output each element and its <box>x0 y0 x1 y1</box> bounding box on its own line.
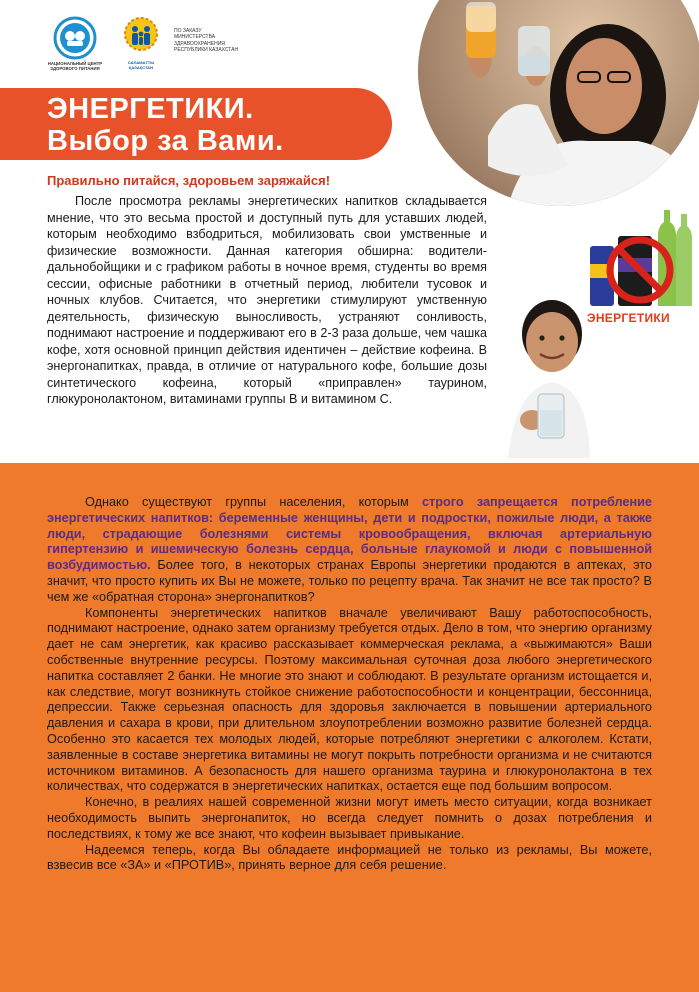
paragraph-1-end: Более того, в некоторых странах Европы энергетики продаются в аптеках, это значит, что просто купить их Вы не можете, только по рецепту врача. Так значит не все так просто? В чем же «обратная сторона» энергонапитков? <box>47 558 652 604</box>
salamatty-kazakhstan-logo-icon <box>121 16 161 60</box>
paragraph-1 <box>47 495 652 606</box>
energy-drinks-label: ЭНЕРГЕТИКИ <box>587 311 670 325</box>
intro-text <box>47 193 487 408</box>
intro-paragraph: После просмотра рекламы энергетических напитков складывается мнение, что это весьма простой и доступный путь для уставших людей, которым необходимо взбодриться, мобилизовать свои умственные и физические возможности. Данная категория обширна: водители-дальнобойщики и с графиком работы в ночное время, студенты во время сессии, офисные работники в отчетный период, любители тусовок и ночных клубов. Считается, что энергетики стимулируют умственную деятельность, физическую выносливость, устраняют сонливость, поднимают настроение и поддерживают его в 2-3 раза дольше, чем чашка кофе, хотя основной принцип действия идентичен – действие кофеина. В энергонапитках, правда, в отличие от натурального кофе, большие дозы синтетического кофеина, который «приправлен» таурином, глюкуронолактоном, витаминами группы B и витамином C. <box>47 194 487 406</box>
paragraph-1-start: Однако существуют группы населения, которым <box>85 495 422 509</box>
subtitle: Правильно питайся, здоровьем заряжайся! <box>47 173 331 188</box>
nutrition-center-logo-icon <box>53 16 97 60</box>
paragraph-2: Компоненты энергетических напитков вначале увеличивают Вашу работоспособность, поднимают настроение, однако затем организму требуется отдых. Дело в том, что энергию организму дает не сам энергетик, как красиво рассказывает коммерческая реклама, а «выжимаются» Ваши собственные внутренние ресурсы. Поэтому максимальная суточная доза любого энергетического напитка составляет 2 банки. Не многие это знают и соблюдают. В результате организм истощается и, как следствие, могут возникнуть стойкое снижение работоспособности и концентрации, бессонница, депрессии. Также серьезная опасность для здоровья заключается в повышении артериального давления и сахара в крови, при длительном злоупотреблении возможно развитие болезней сердца. Особенно это касается тех молодых людей, которые потребляют энергетики с алкоголем. Кстати, заявленные в составе энергетика витамины не могут покрыть потребности организма и не считаются источником витаминов. А безопасность для нашего организма таурина и глюкуронолактона в тех количествах, что содержатся в энергетических напитках, остается еще под большим вопросом. <box>47 605 652 794</box>
lab-photo <box>418 0 699 206</box>
paragraph-1-highlight: строго запрещается потребление энергетических напитков: беременные женщины, дети и подростки, пожилые люди, а также люди, страдающие болезнями системы кровообращения, включая артериальную гипертензию и ишемическую болезнь сердца, больные глаукомой и люди с повышенной возбудимостью. <box>47 495 652 573</box>
paragraph-3: Конечно, в реалиях нашей современной жизни могут иметь место ситуации, когда возникает необходимость выпить энергонапиток, но всегда следует помнить о дозах потребления и последствиях, к тому же все знают, что кофеин вызывает привыкание. <box>47 795 652 841</box>
main-text <box>47 495 652 874</box>
page-title <box>47 93 284 158</box>
order-text: ПО ЗАКАЗУ МИНИСТЕРСТВА ЗДРАВООХРАНЕНИЯ РЕСПУБЛИКИ КАЗАХСТАН <box>174 28 239 53</box>
woman-with-glasses-photo-icon <box>418 0 699 206</box>
header-logos <box>40 16 244 78</box>
center-logo <box>40 16 110 72</box>
salamatty-caption: САЛАМАТТЫ ҚАЗАҚСТАН <box>127 60 155 70</box>
title-line-2: Выбор за Вами. <box>47 125 284 158</box>
no-energy-drinks-icon <box>588 206 692 324</box>
paragraph-4: Надеемся теперь, когда Вы обладаете информацией не только из рекламы, Вы можете, взвесив все «ЗА» и «ПРОТИВ», принять верное для себя решение. <box>47 842 652 873</box>
title-line-1: ЭНЕРГЕТИКИ. <box>47 93 254 125</box>
salamatty-logo <box>116 16 166 70</box>
boy-with-water-photo-icon <box>490 290 590 458</box>
center-logo-caption: НАЦИОНАЛЬНЫЙ ЦЕНТР ЗДОРОВОГО ПИТАНИЯ <box>47 61 103 71</box>
